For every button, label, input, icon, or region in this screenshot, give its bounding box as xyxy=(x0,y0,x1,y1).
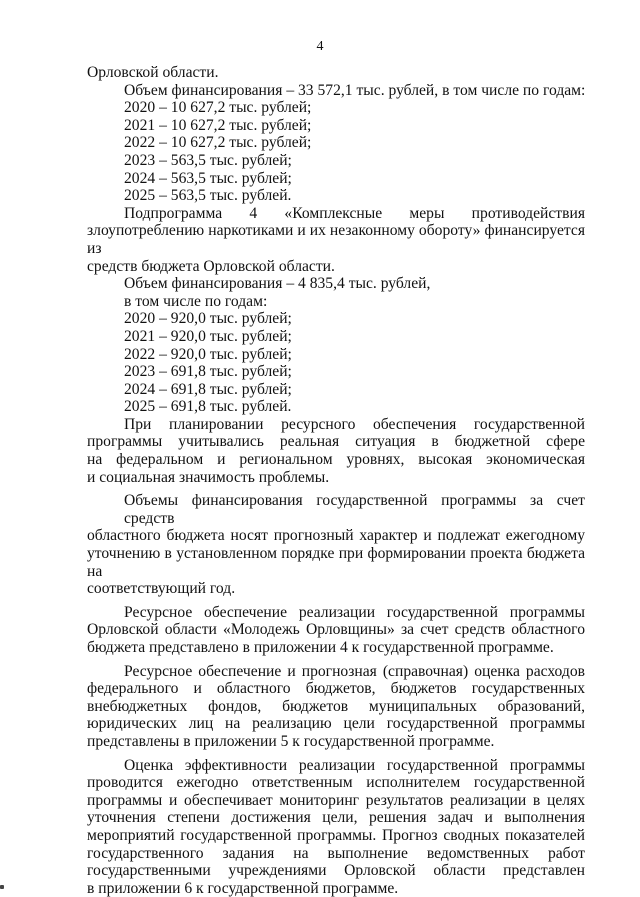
text-line: Подпрограмма 4 «Комплексные меры противодействия xyxy=(124,204,585,222)
text-line: уточнению в установленном порядке при формировании проекта бюджета на xyxy=(87,545,585,580)
text-line: Объемы финансирования государственной программы за счет средств xyxy=(124,492,585,527)
text-line: государственными учреждениями Орловской области представлен xyxy=(87,862,585,880)
scan-mark xyxy=(0,885,4,889)
text-line: 2024 – 563,5 тыс. рублей; xyxy=(124,169,292,187)
text-line: 2021 – 10 627,2 тыс. рублей; xyxy=(124,116,312,134)
text-line: Объем финансирования – 33 572,1 тыс. рублей, в том числе по годам: xyxy=(124,81,586,99)
text-line: 2020 – 920,0 тыс. рублей; xyxy=(124,310,292,328)
text-line: Оценка эффективности реализации государственной программы xyxy=(124,756,585,774)
document-body xyxy=(87,64,585,897)
text-line: Ресурсное обеспечение реализации государственной программы xyxy=(124,603,585,621)
text-line: 2020 – 10 627,2 тыс. рублей; xyxy=(124,99,312,117)
text-line: уточнения степени достижения цели, решения задач и выполнения xyxy=(87,809,585,827)
text-line: программы и обеспечивает мониторинг результатов реализации в целях xyxy=(87,791,585,809)
text-line: федерального и областного бюджетов, бюджетов государственных xyxy=(87,680,585,698)
text-line: внебюджетных фондов, бюджетов муниципальных образований, xyxy=(87,697,585,715)
text-line: бюджета представлено в приложении 4 к государственной программе. xyxy=(87,639,554,656)
text-line: 2021 – 920,0 тыс. рублей; xyxy=(124,327,292,345)
text-line: Объем финансирования – 4 835,4 тыс. рублей, xyxy=(124,275,431,293)
text-line: государственного задания на выполнение ведомственных работ xyxy=(87,844,585,862)
text-line: 2023 – 563,5 тыс. рублей; xyxy=(124,151,292,169)
text-line: 2022 – 920,0 тыс. рублей; xyxy=(124,345,292,363)
text-line: в том числе по годам: xyxy=(124,292,268,310)
text-line: средств бюджета Орловской области. xyxy=(87,257,335,275)
text-line: на федеральном и региональном уровнях, высокая экономическая xyxy=(87,451,585,469)
text-line: и социальная значимость проблемы. xyxy=(87,468,330,486)
text-line: представлены в приложении 5 к государственной программе. xyxy=(87,732,495,750)
text-line: 2023 – 691,8 тыс. рублей; xyxy=(124,363,292,381)
text-line: мероприятий государственной программы. Прогноз сводных показателей xyxy=(87,826,585,844)
text-line: 2024 – 691,8 тыс. рублей; xyxy=(124,380,292,398)
text-line: При планировании ресурсного обеспечения государственной xyxy=(124,415,585,433)
text-line: Орловской области. xyxy=(87,64,219,81)
text-line: Орловской области «Молодежь Орловщины» за счет средств областного xyxy=(87,621,585,639)
text-line: злоупотреблению наркотиками и их незаконному обороту» финансируется из xyxy=(87,222,585,257)
text-line: 2022 – 10 627,2 тыс. рублей; xyxy=(124,134,312,152)
text-line: 2025 – 691,8 тыс. рублей. xyxy=(124,398,292,416)
text-line: областного бюджета носят прогнозный характер и подлежат ежегодному xyxy=(87,527,585,545)
text-line: 2025 – 563,5 тыс. рублей. xyxy=(124,187,292,205)
text-line: проводится ежегодно ответственным исполнителем государственной xyxy=(87,774,585,792)
text-line: соответствующий год. xyxy=(87,580,236,598)
page-number: 4 xyxy=(316,39,324,54)
text-line: юридических лиц на реализацию цели государственной программы xyxy=(87,715,585,733)
text-line: программы учитывались реальная ситуация в бюджетной сфере xyxy=(87,433,585,451)
text-line: в приложении 6 к государственной программе. xyxy=(87,879,399,897)
text-line: Ресурсное обеспечение и прогнозная (справочная) оценка расходов xyxy=(124,662,585,680)
